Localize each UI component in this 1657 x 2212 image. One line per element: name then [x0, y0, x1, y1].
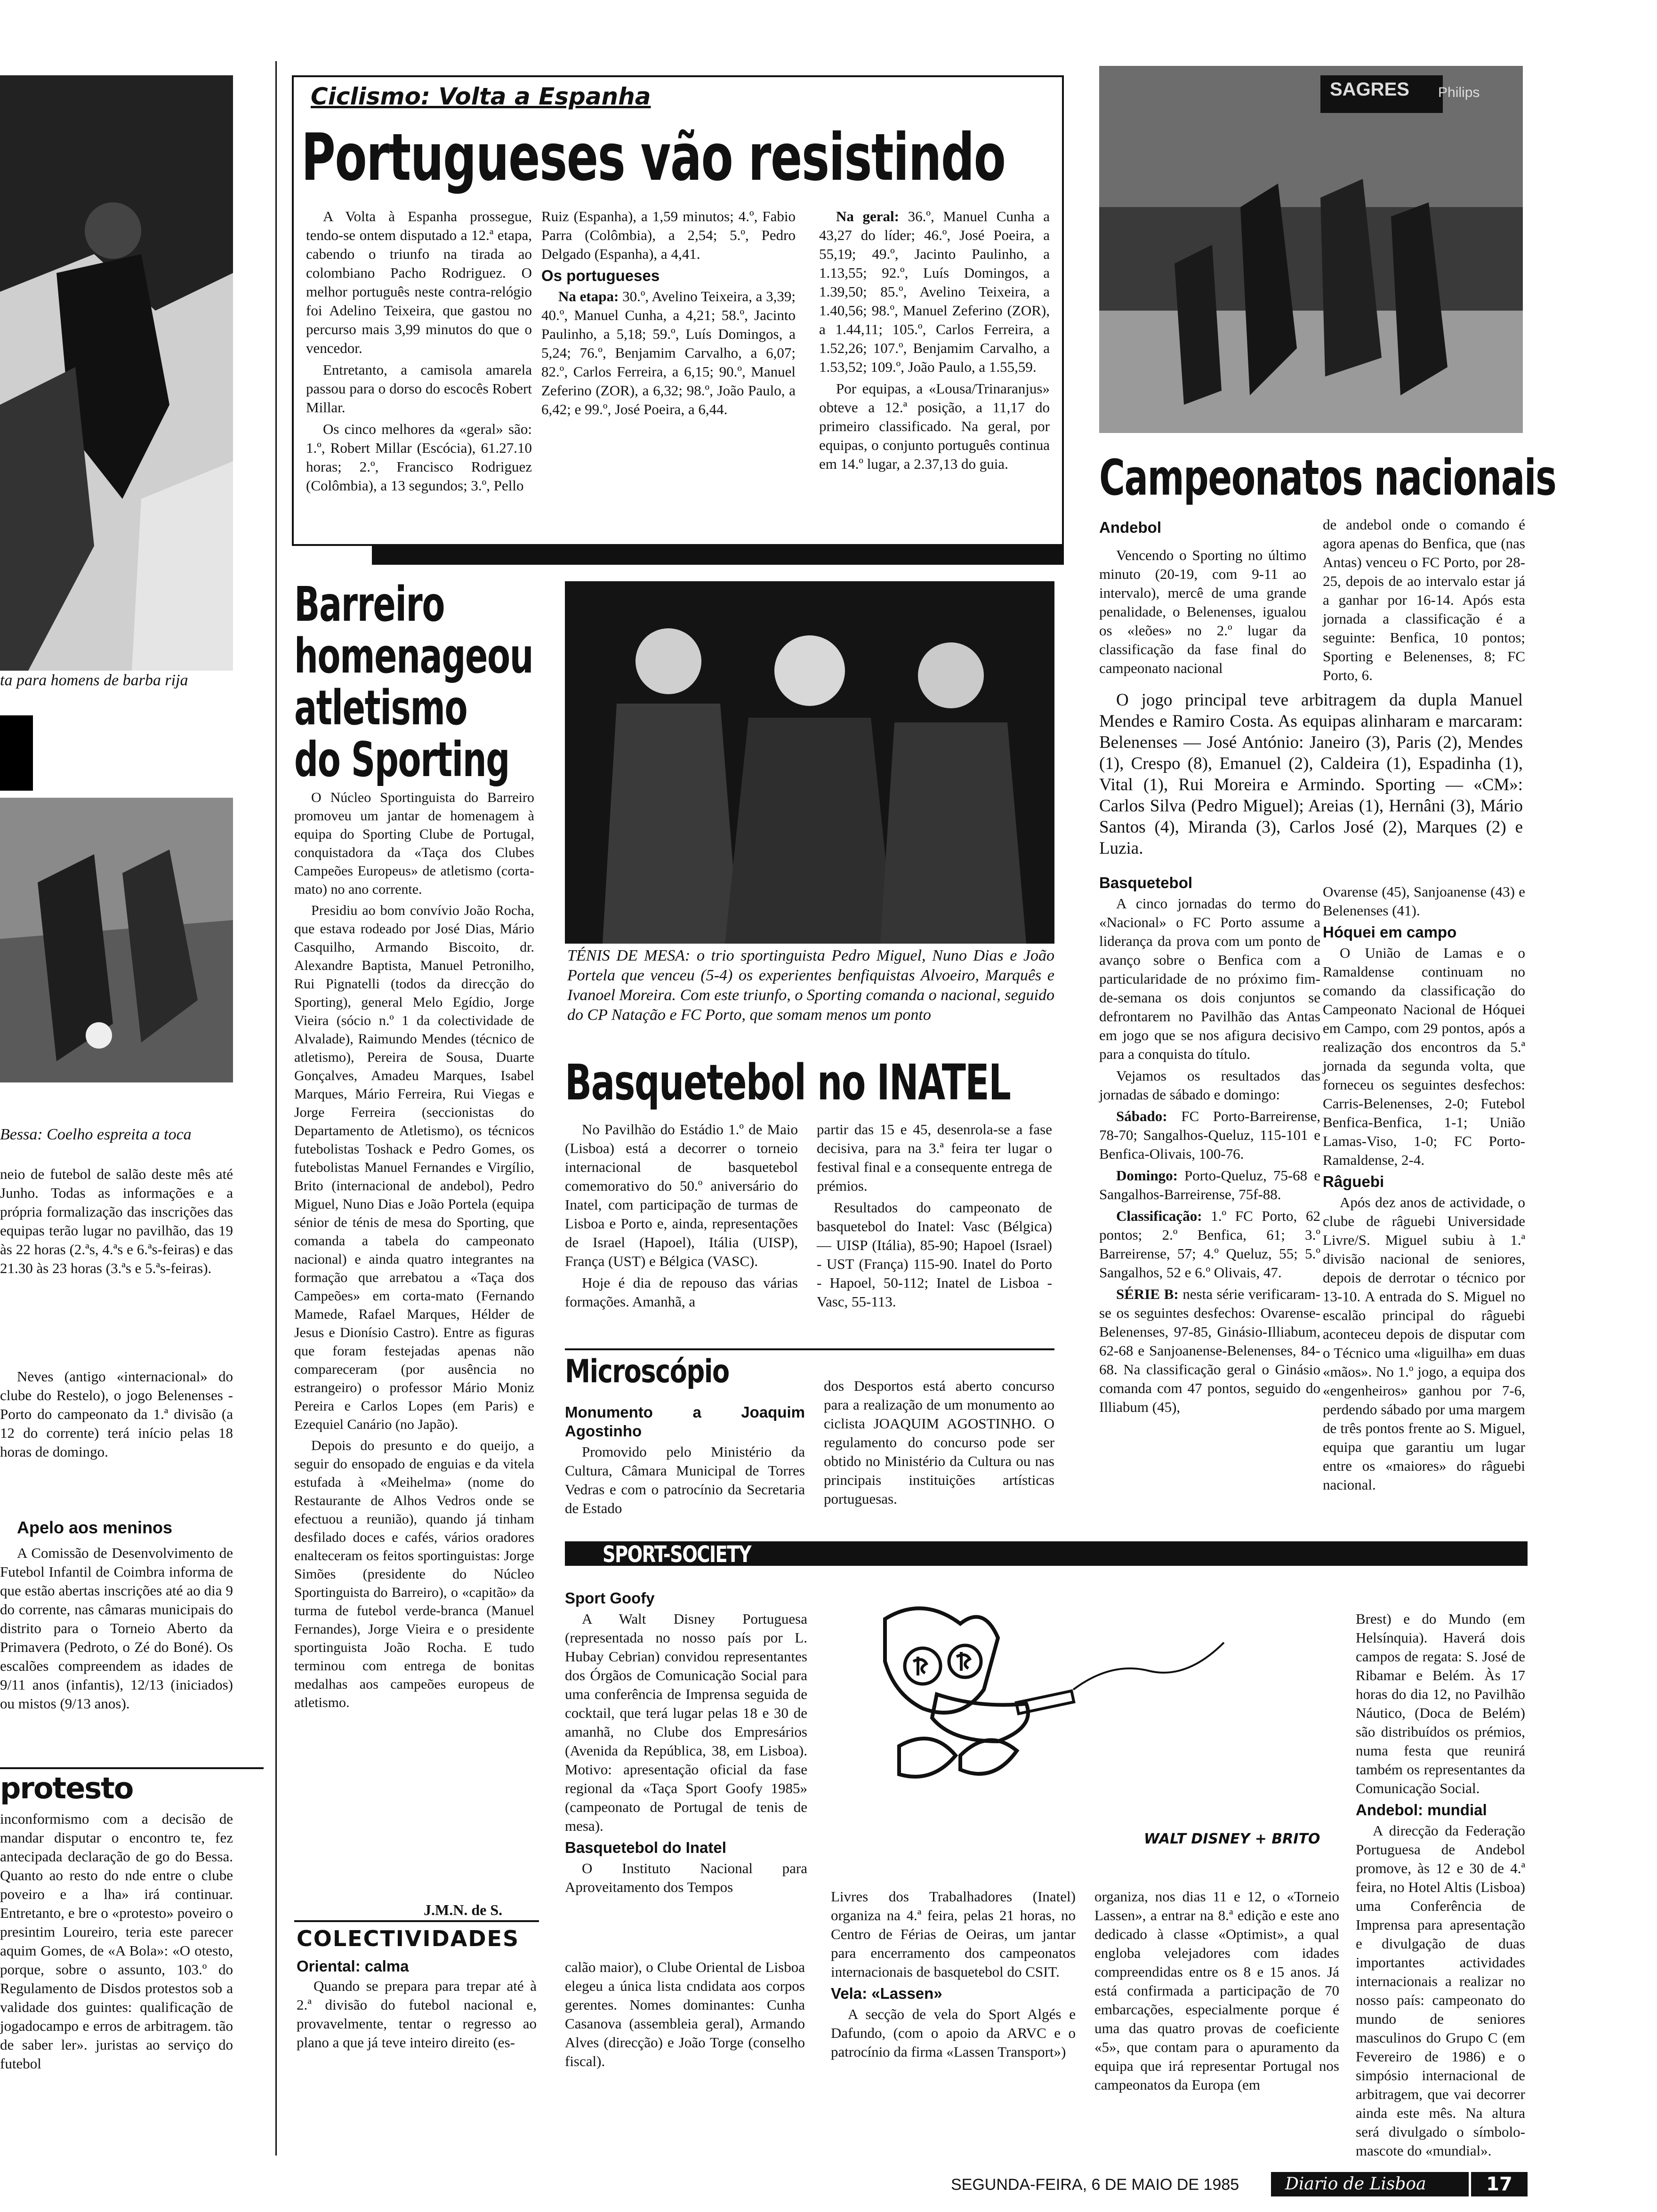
- campeonatos-right-top: Ovarense (45), Sanjoanense (43) e Belenenses (41).: [1323, 883, 1525, 919]
- sport-bottom-col1: [831, 1887, 1076, 2064]
- serieb-label: SÉRIE B:: [1116, 1286, 1179, 1302]
- ciclismo-kicker: Ciclismo: Volta a Espanha: [311, 83, 651, 110]
- ciclismo-bottom-bar: [372, 546, 1064, 565]
- photo-sign-philips: Philips: [1438, 85, 1480, 100]
- barreiro-headline-l4: do Sporting: [294, 732, 509, 788]
- campeonatos-right-col: [1323, 882, 1525, 1497]
- colectividades-top-rule: [294, 1920, 539, 1922]
- ciclismo-headline: Portugueses vão resistindo: [301, 120, 1005, 195]
- barreiro-body-p1: O Núcleo Sportinguista do Barreiro promoveu um jantar de homenagem à equipa do Sporting Clube de Portugal, conquistadora da «Taça dos Clubes Campeões Europeus» de atletismo (corta-mato) no ano corrente.: [294, 790, 534, 897]
- sabado-results: FC Porto-Barreirense, 78-70; Sangalhos-Queluz, 115-101 e Benfica-Olivais, 100-76.: [1099, 1108, 1321, 1162]
- left-text-block2: [0, 1367, 233, 1464]
- vela-body: A secção de vela do Sport Algés e Dafundo, (com o apoio da ARVC e o patrocínio da firma «Lassen Transport»): [831, 2006, 1076, 2060]
- campeonatos-andebol-full-p: O jogo principal teve arbitragem da dupla Manuel Mendes e Ramiro Costa. As equipas alinharam e marcaram: Belenenses — José António: Janeiro (3), Paris (2), Mendes (1), Crespo (8), Emanuel (2), Caldeira (1), Espadinha (1), Vital (1), Rui Moreira e Armindo. Sporting — «CM»: Carlos Silva (Pedro Miguel); Areias (1), Hernâni (3), Mário Santos (4), Miranda (3), Carlos José (2), Marques (2) e Luzia.: [1099, 690, 1523, 858]
- microscopio-col2: [824, 1377, 1054, 1511]
- apelo-title: Apelo aos meninos: [17, 1518, 173, 1537]
- left-top-photo: [0, 75, 233, 671]
- microscopio-col1: [565, 1400, 805, 1521]
- barreiro-signature: J.M.N. de S.: [424, 1901, 503, 1918]
- vela-title: Vela: «Lassen»: [831, 1985, 942, 2002]
- colectividades-col2: [565, 1958, 805, 2074]
- hoquei-body: O União de Lamas e o Ramaldense continuam no comando da classificação do Campeonato Nacional de Hóquei em Campo, com 29 pontos, após a realização dos encontros da 5.ª jornada da segunda volta, que forneceu os seguintes desfechos: Carris-Belenenses, 2-0; Futebol Benfica-Benfica, 1-1; União Lamas-Viso, 1-0; FC Porto-Ramaldense, 2-4.: [1323, 945, 1525, 1168]
- sport-goofy-title: Sport Goofy: [565, 1589, 655, 1607]
- ciclismo-col1-p1: A Volta à Espanha prossegue, tendo-se ontem disputado a 12.ª etapa, cabendo o triunfo na tirada ao colombiano Pacho Rodriguez. O melhor português neste contra-relógio foi Adelino Teixeira, que gastou no percurso mais 3,99 minutos do que o vencedor.: [306, 208, 532, 356]
- campeonatos-andebol-col1-p: Vencendo o Sporting no último minuto (20-19, com 9-11 ao intervalo), mercê de uma grande penalidade, o Belenenses, igualou os «leões» no 2.º lugar da classificação da fase final do campeonato nacional: [1099, 547, 1306, 676]
- ciclismo-col2-intro: Ruiz (Espanha), a 1,59 minutos; 4.º, Fabio Parra (Colômbia), a 2,54; 5.º, Pedro Delgado (Espanha), a 4,41.: [541, 208, 796, 262]
- sport-right-col: [1356, 1610, 1525, 2163]
- andebol-mundial-body: A direcção da Federação Portuguesa de Andebol promove, às 12 e 30 de 4.ª feira, no Hotel Altis (Lisboa) uma Conferência de Imprensa para apresentação e divulgação de duas importantes actividades internacionais a realizar no nosso país: campeonato do mundo de seniores masculinos do Grupo C (em Fevereiro de 1986) e o simpósio internacional de arbitragem, que vai decorrer ainda este mês. Na altura será divulgado o símbolo-mascote do «mundial».: [1356, 1822, 1525, 2159]
- sport-goofy-body: A Walt Disney Portuguesa (representada no nosso país por L. Hubay Cebrian) convidou representantes dos Órgãos de Comunicação Social para uma conferência de Imprensa seguida de cocktail, que terá lugar pelas 18 e 30 de amanhã, no Clube dos Empresários (Avenida da República, 38, em Lisboa). Motivo: apresentação oficial da fase regional da «Taça Sport Goofy 1985» (campeonato de Portugal de tenis de mesa).: [565, 1611, 807, 1834]
- barreiro-headline: [294, 579, 533, 786]
- raguebi-body: Após dez anos de actividade, o clube de râguebi Universidade Livre/S. Miguel subiu à 1.ª divisão nacional de seniores, depois de derrotar o técnico por 13-10. A entrada do S. Miguel no escalão principal do râguebi aconteceu depois de disputar com o Técnico uma «liguilha» em duas «mãos». No 1.º jogo, a equipa dos «engenheiros» ganhou por 7-6, perdendo sábado por uma margem de três pontos frente ao S. Miguel, equipa que garantiu um lugar entre os «maiores» do râguebi nacional.: [1323, 1194, 1525, 1493]
- ciclismo-col3: [819, 207, 1050, 476]
- sport-right-top: Brest) e do Mundo (em Helsínquia). Haverá dois campos de regata: S. José de Ribamar e Belém. Às 17 horas do dia 12, no Pavilhão Náutico, (Doca de Belém) são distribuídos os prémios, numa festa que reunirá também os representantes da Comunicação Social.: [1356, 1611, 1525, 1796]
- campeonatos-andebol-col2: [1323, 515, 1525, 688]
- barreiro-body-p2: Presidiu ao bom convívio João Rocha, que estava rodeado por José Dias, Mário Casquilho, Armando Biscoito, dr. Alexandre Baptista, Manuel Petronilho, Rui Pignatelli (todos da direcção do Sporting), general Melo Egídio, Jorge Vieira (sócio n.º 1 da colectividade de Alvalade), Raimundo Mendes (técnico de atletismo), Pereira de Sousa, Duarte Gonçalves, Amadeu Marques, Isabel Marques, Mário Ferreira, Rui Viegas e Jorge Ferreira (seccionistas do Departamento de Atletismo), os técnicos futebolistas Toshack e Pedro Gomes, os futebolistas Manuel Fernandes e Virgílio, Brito (internacional de andebol), Pedro Miguel, Nuno Dias e João Portela (equipa sénior de ténis de mesa do Sporting, que comanda a tabela do campeonato nacional) e ainda quatro integrantes na formação que arrebatou a «Taça dos Campeões» em corta-mato (Fernando Mamede, Rafael Marques, Hélder de Jesus e Dionísio Castro). Entre as figuras que foram festejadas apenas não compareceram (por ausência no estrangeiro) o professor Mário Moniz Pereira e Carlos Lopes (em Paris) e Ezequiel Canário (no Japão).: [294, 903, 534, 1432]
- raguebi-label: Râguebi: [1323, 1173, 1384, 1190]
- sport-bottom-c1: Livres dos Trabalhadores (Inatel) organiza na 4.ª feira, pelas 21 horas, no Centro de Férias de Oeiras, um jantar para encerramento dos campeonatos internacionais de basquetebol do CSIT.: [831, 1888, 1076, 1980]
- inatel-headline: Basquetebol no INATEL: [565, 1054, 1011, 1111]
- ciclismo-col1-p2: Entretanto, a camisola amarela passou para o dorso do escocês Robert Millar.: [306, 361, 532, 416]
- sport-bottom-col2: [1094, 1887, 1339, 2097]
- ciclismo-col1-p3: Os cinco melhores da «geral» são: 1.º, Robert Millar (Escócia), 61.27.10 horas; 2.º, Francisco Rodriguez (Colômbia), a 13 segundos; 3.º, Pello: [306, 421, 532, 494]
- microscopio-sub: Monumento a Joaquim Agostinho: [565, 1403, 805, 1440]
- microscopio-col1-p: Promovido pelo Ministério da Cultura, Câmara Municipal de Torres Vedras e com o patrocínio da Secretaria de Estado: [565, 1443, 805, 1516]
- sport-society-title: SPORT-SOCIETY: [603, 1541, 751, 1568]
- barreiro-headline-l2: homenageou: [294, 628, 533, 684]
- tenis-photo: [565, 581, 1054, 944]
- class-label: Classificação:: [1116, 1208, 1202, 1224]
- campeonatos-basket-col: [1099, 871, 1320, 1419]
- colectividades-title: COLECTIVIDADES: [297, 1926, 520, 1951]
- campeonatos-andebol-label: Andebol: [1099, 519, 1161, 536]
- photo-sign-sagres: SAGRES: [1330, 79, 1409, 100]
- ciclismo-col2: [541, 207, 796, 422]
- tenis-caption: TÉNIS DE MESA: o trio sportinguista Pedro Miguel, Nuno Dias e João Portela que venceu (5-4) os experientes benfiquistas Alvoeiro, Marquês e Ivanoel Moreira. Com este triunfo, o Sporting comanda o nacional, seguido do CP Natação e FC Porto, que somam menos um ponto: [567, 947, 1054, 1024]
- sport-inatel-body: O Instituto Nacional para Aproveitamento dos Tempos: [565, 1860, 807, 1895]
- inatel-col1: [565, 1120, 798, 1314]
- barreiro-body: [294, 788, 534, 1715]
- andebol-photo: [1099, 66, 1523, 433]
- colectividades-col1-p: Quando se prepara para trepar até à 2.ª divisão do futebol nacional e, provavelmente, tentar o regresso ao plano a que já teve inteiro direito (es-: [297, 1978, 537, 2051]
- left-text-block2-p: Neves (antigo «internacional» do clube do Restelo), o jogo Belenenses - Porto do campeonato da 1.ª divisão (a 12 do corrente) terá início pelas 18 horas de domingo.: [0, 1368, 233, 1460]
- left-rule: [0, 1767, 264, 1769]
- andebol-mundial-title: Andebol: mundial: [1356, 1801, 1487, 1819]
- domingo-label: Domingo:: [1116, 1167, 1178, 1184]
- left-column-rule: [275, 61, 277, 2156]
- inatel-col2-p2: Resultados do campeonato de basquetebol do Inatel: Vasc (Bélgica) — UISP (Itália), 85-90; Hapoel (Israel) - UST (França) 115-90. Inatel do Porto - Hapoel, 50-112; Inatel de Lisboa - Vasc, 55-113.: [817, 1199, 1052, 1310]
- ciclismo-geral: 36.º, Manuel Cunha a 43,27 do líder; 46.º, José Poeira, a 55,19; 49.º, Jacinto Paulinho, a 1.13,55; 92.º, Luís Domingos, a 1.39,50; 85.º, Avelino Teixeira, a 1.40,56; 98.º, Manuel Zeferino (ZOR), a 1.44,11; 105.º, Carlos Ferreira, a 1.52,26; 107.º, Benjamim Carvalho, a 1.53,52; 109.º, João Paulo, a 1.55,59.: [819, 208, 1050, 375]
- microscopio-top-rule: [565, 1348, 1054, 1350]
- microscopio-title: Microscópio: [565, 1353, 729, 1390]
- sport-goofy-col: [565, 1586, 807, 1899]
- campeonatos-andebol-col1: [1099, 546, 1306, 681]
- apelo-body: [0, 1544, 233, 1716]
- ciclismo-etapa-label: Na etapa:: [558, 288, 619, 305]
- ciclismo-col2-sub: Os portugueses: [541, 267, 660, 284]
- protesto-title: protesto: [0, 1771, 133, 1805]
- left-football-photo: [0, 798, 233, 1082]
- protesto-body: [0, 1810, 233, 2076]
- inatel-col1-p2: Hoje é dia de repouso das várias formações. Amanhã, a: [565, 1274, 798, 1310]
- inatel-col2: [817, 1120, 1052, 1314]
- ciclismo-etapa: 30.º, Avelino Teixeira, a 3,39; 40.º, Manuel Cunha, a 4,21; 58.º, Jacinto Paulinho, a 5,18; 59.º, Luís Domingos, a 5,24; 76.º, Benjamim Carvalho, a 6,07; 82.º, Carlos Ferreira, a 6,15; 90.º, Manuel Zeferino (ZOR), a 6,32; 98.º, João Paulo, a 6,42; e 99.º, José Poeira, a 6,44.: [541, 288, 796, 417]
- footer-masthead: Diario de Lisboa: [1271, 2172, 1469, 2196]
- campeonatos-headline: Campeonatos nacionais: [1099, 449, 1556, 506]
- footer-page-number: 17: [1471, 2172, 1528, 2196]
- campeonatos-andebol-full: [1099, 689, 1523, 862]
- apelo-body-p: A Comissão de Desenvolvimento de Futebol Infantil de Coimbra informa de que estão abertas inscrições até ao dia 9 do corrente, nas câmaras municipais do distrito para o Torneio Aberto da Primavera (Pedroto, o Zé do Boné). Os escalões compreendem as idades de 9/11 anos (infantis), 12/13 (iniciados) ou mistos (9/13 anos).: [0, 1545, 233, 1712]
- barreiro-headline-l1: Barreiro: [294, 577, 444, 633]
- serieb-results: nesta série verificaram-se os seguintes desfechos: Ovarense-Belenenses, 97-85, Ginásio-Illiabum, 62-68 e Sanjoanense-Belenenses, 84-68. Na classificação geral o Ginásio comanda com 47 pontos, seguido do Illiabum (45),: [1099, 1286, 1320, 1415]
- ciclismo-col1: [306, 207, 532, 498]
- sabado-label: Sábado:: [1116, 1108, 1167, 1124]
- class-results: 1.º FC Porto, 62 pontos; 2.º Benfica, 61; 3.º Barreirense, 57; 4.º Queluz, 55; 5.º Sangalhos, 52 e 6.º Olivais, 47.: [1099, 1208, 1320, 1281]
- hoquei-label: Hóquei em campo: [1323, 923, 1457, 941]
- left-text-block1-p: neio de futebol de salão deste mês até Junho. Todas as informações e a própria formalização das inscrições das equipas terão lugar no pavilhão, das 19 às 22 horas (2.ªs, 4.ªs e 6.ªs-feiras) e das 21.30 às 23 horas (3.ªs e 5.ªs-feiras).: [0, 1166, 233, 1276]
- basket-label: Basquetebol: [1099, 874, 1193, 891]
- left-photo2-caption: Bessa: Coelho espreita a toca: [0, 1126, 192, 1143]
- campeonatos-andebol-col2-p: de andebol onde o comando é agora apenas do Benfica, que (nas Antas) venceu o FC Porto, por 28-25, depois de ao intervalo estar já a ganhar por 16-14. Após esta jornada a classificação é a seguinte: Benfica, 10 pontos; Sporting e Belenenses, 8; FC Porto, 6.: [1323, 516, 1525, 683]
- ciclismo-equipas: Por equipas, a «Lousa/Trinaranjus» obteve a 12.ª posição, a 11,17 do primeiro classificado. Na geral, por equipas, o conjunto português continua em 14.º lugar, a 2.37,13 do guia.: [819, 380, 1050, 472]
- microscopio-col2-p: dos Desportos está aberto concurso para a realização de um monumento ao ciclista JOAQUIM AGOSTINHO. O regulamento do concurso pode ser obtido no Ministério da Cultura ou nas principais instituições artísticas portuguesas.: [824, 1378, 1054, 1507]
- inatel-col1-p1: No Pavilhão do Estádio 1.º de Maio (Lisboa) está a decorrer o torneio internacional de basquetebol comemorativo do 50.º aniversário do Inatel, com participação de turmas de Lisboa e Porto e, ainda, representações de Israel (Hapoel), Itália (UISP), França (UST) e Bélgica (VASC).: [565, 1121, 798, 1269]
- domingo-results: Porto-Queluz, 75-68 e Sangalhos-Barreirense, 75f-88.: [1099, 1167, 1321, 1202]
- footer-date: SEGUNDA-FEIRA, 6 DE MAIO DE 1985: [951, 2176, 1239, 2194]
- sport-bottom-c2: organiza, nos dias 11 e 12, o «Torneio Lassen», a entrar na 8.ª edição e este ano dedicado à classe «Optimist», a qual engloba velejadores com idades compreendidas entre os 8 e 15 anos. Já está confirmada a participação de 70 embarcações, especialmente porque é uma das quatro provas de coeficiente «5», que contam para o apuramento da equipa que irá representar Portugal nos campeonatos da Europa (em: [1094, 1888, 1339, 2093]
- left-text-block1: [0, 1165, 233, 1281]
- colectividades-col1: [297, 1977, 537, 2055]
- barreiro-headline-l3: atletismo: [294, 680, 467, 736]
- colectividades-col2-p: calão maior), o Clube Oriental de Lisboa elegeu a única lista cndidata aos corpos gerentes. Nomes dominantes: Cunha Casanova (assembleia geral), Armando Alves (direcção) e João Torge (conselho fiscal).: [565, 1959, 805, 2069]
- colectividades-sub: Oriental: calma: [297, 1957, 409, 1975]
- ciclismo-geral-label: Na geral:: [836, 208, 899, 224]
- protesto-body-p: inconformismo com a decisão de mandar disputar o encontro te, fez antecipada declaração de go do Bessa. Quanto ao resto do nde entre o clube poveiro e a lha» irá continuar. Entretanto, e bre o «protesto» poveiro o presintim Loureiro, teria este parecer aquim Gomes, de «A Bola»: «O otesto, porque, sobre o assunto, 103.º do Regulamento de Disdos protestos sob a validade dos guintes: qualificação de jogadocampo e erros de arbitragem. tão de saber ler». juristas ao serviço do futebol: [0, 1811, 233, 2072]
- left-big-letter: [0, 715, 33, 791]
- illustration-signature: WALT DISNEY + BRITO: [1144, 1831, 1320, 1847]
- barreiro-body-p3: Depois do presunto e do queijo, a seguir do ensopado de enguias e da vitela estufada à «Meihelma» (nome do Restaurante de Alhos Vedros onde se efectuou a reunião), quando já tinham desfilado doces e cafés, vários oradores enalteceram os feitos sportinguistas: Jorge Simões (presidente do Núcleo Sportinguista do Barreiro), o «capitão» da turma de futebol verde-branca (Manuel Fernandes), Jorge Vieira e o presidente sportinguista João Rocha. E tudo terminou com entrega de bonitas medalhas aos campeões europeus de atletismo.: [294, 1438, 534, 1710]
- inatel-col2-p1: partir das 15 e 45, desenrola-se a fase decisiva, para na 3.ª feira ter lugar o festival final e a consequente entrega de prémios.: [817, 1121, 1052, 1194]
- basket-p2: Vejamos os resultados das jornadas de sábado e domingo:: [1099, 1067, 1320, 1103]
- sport-inatel-title: Basquetebol do Inatel: [565, 1839, 726, 1856]
- basket-p1: A cinco jornadas do termo do «Nacional» o FC Porto assume a liderança da prova com um ponto de avanço sobre o Benfica com a particularidade de no próximo fim-de-semana os dois conjuntos se defrontarem no Pavilhão das Antas em jogo que se nos afigura decisivo para a conquista do título.: [1099, 895, 1320, 1062]
- left-photo-caption: ta para homens de barba rija: [0, 672, 188, 689]
